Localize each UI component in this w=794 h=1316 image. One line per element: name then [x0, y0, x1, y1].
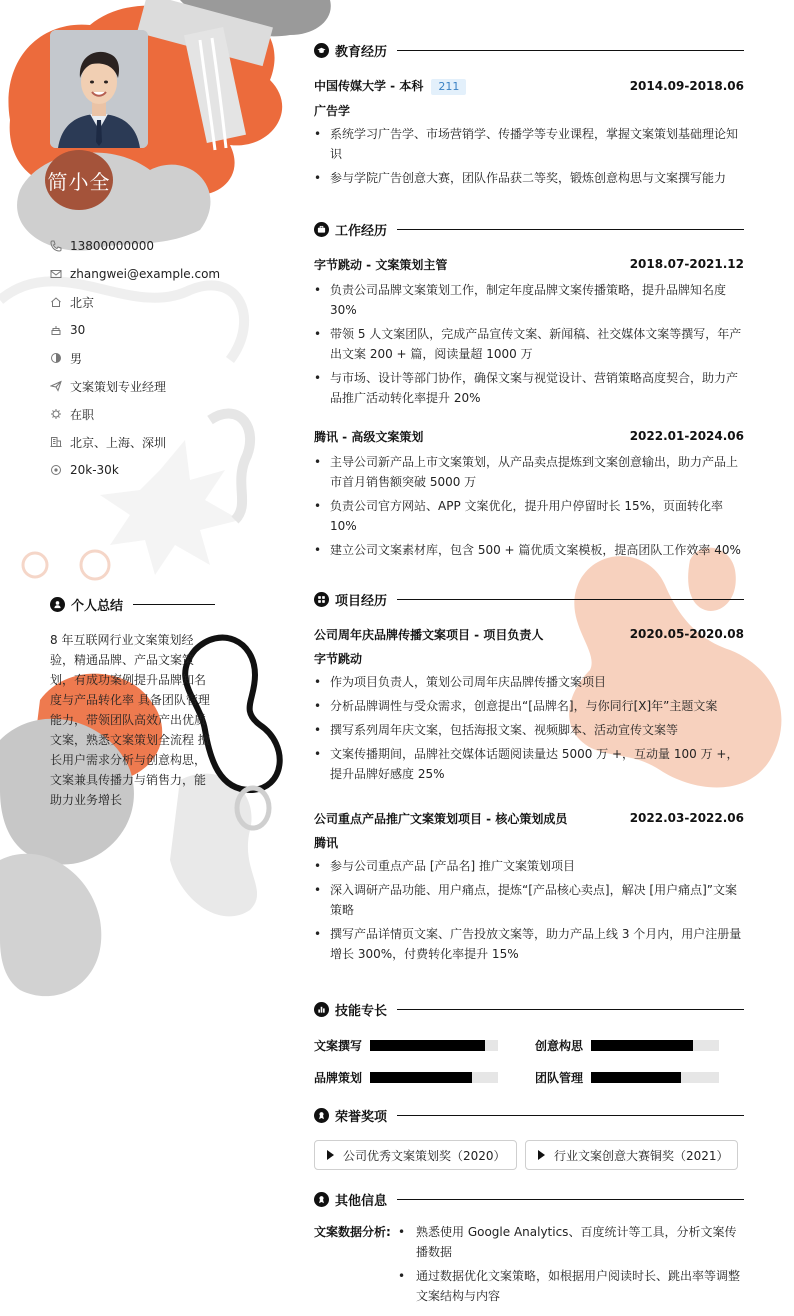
chart-icon	[314, 1002, 329, 1017]
other-heading	[314, 1190, 744, 1209]
info-age	[50, 316, 250, 344]
grid-icon	[314, 592, 329, 607]
home-icon	[50, 296, 62, 308]
info-status-text: 在职	[70, 407, 95, 422]
user-icon	[50, 597, 65, 612]
list-item: • 参与学院广告创意大赛，团队作品获二等奖，锻炼创意构思与文案撰写能力	[314, 168, 744, 188]
gender-icon	[50, 352, 62, 364]
skill-bar	[370, 1072, 498, 1083]
list-item: • 熟悉使用 Google Analytics、百度统计等工具，分析文案传播数据	[398, 1222, 744, 1262]
skill-item	[314, 1037, 498, 1054]
avatar-portrait-icon	[50, 30, 148, 148]
skill-bar	[370, 1040, 498, 1051]
award-text: 行业文案创意大赛铜奖（2021）	[554, 1148, 729, 1163]
project-name: 公司周年庆品牌传播文案项目 - 项目负责人	[314, 627, 544, 642]
briefcase-icon	[314, 222, 329, 237]
info-email	[50, 260, 250, 288]
list-item: • 主导公司新产品上市文案策划，从产品卖点提炼到文案创意输出，助力产品上市首月销售额突破 5000 万	[314, 452, 744, 492]
skill-name: 创意构思	[535, 1039, 584, 1053]
project-2	[314, 808, 744, 968]
education-section	[314, 76, 744, 192]
skill-bar-fill	[591, 1040, 693, 1051]
award-text: 公司优秀文案策划奖（2020）	[343, 1148, 506, 1163]
job-date: 2022.01-2024.06	[629, 429, 744, 443]
project-date: 2022.03-2022.06	[629, 811, 744, 825]
school-tag-badge: 211	[431, 79, 466, 95]
work-job-1	[314, 254, 744, 412]
info-locations-text: 北京、上海、深圳	[70, 435, 167, 450]
list-item: • 参与公司重点产品 [产品名] 推广文案策划项目	[314, 856, 744, 876]
project-row	[314, 808, 744, 828]
list-item: • 负责公司品牌文案策划工作，制定年度品牌文案传播策略，提升品牌知名度 30%	[314, 280, 744, 320]
list-item: • 深入调研产品功能、用户痛点，提炼“[产品核心卖点]，解决 [用户痛点]”文案策略	[314, 880, 744, 920]
info-position	[50, 372, 250, 400]
info-position-text: 文案策划专业经理	[70, 379, 167, 394]
job-row	[314, 254, 744, 274]
skill-bar	[591, 1072, 719, 1083]
project-1	[314, 624, 744, 788]
summary-divider	[133, 604, 215, 605]
mail-icon	[50, 268, 62, 280]
awards-divider	[397, 1115, 744, 1116]
list-item: • 负责公司官方网站、APP 文案优化，提升用户停留时长 15%，页面转化率 10%	[314, 496, 744, 536]
skill-name: 品牌策划	[314, 1071, 363, 1085]
info-email-text: zhangwei@example.com	[70, 267, 221, 281]
candidate-name: 简小全	[45, 150, 113, 210]
work-heading	[314, 220, 744, 239]
job-row	[314, 426, 744, 446]
awards-heading	[314, 1106, 744, 1125]
info-city	[50, 288, 250, 316]
skill-item	[314, 1069, 498, 1086]
project-org: 字节跳动	[314, 652, 363, 666]
job-bullets	[314, 452, 744, 560]
summary-title: 个人总结	[71, 599, 124, 614]
job-bullets	[314, 280, 744, 408]
summary-heading	[50, 595, 215, 614]
skills-heading	[314, 1000, 744, 1019]
job-company: 字节跳动 - 文案策划主管	[314, 257, 448, 272]
list-item: • 文案传播期间，品牌社交媒体话题阅读量达 5000 万 +，互动量 100 万 +，提升品牌好感度 25%	[314, 744, 744, 784]
education-school-wrap	[314, 77, 466, 95]
info-gender	[50, 344, 250, 372]
other-bullets	[398, 1222, 744, 1310]
age-icon	[50, 324, 62, 336]
other-label: 文案数据分析:	[314, 1225, 391, 1239]
skill-name: 团队管理	[535, 1071, 584, 1085]
projects-title: 项目经历	[335, 594, 388, 609]
salary-icon	[50, 464, 62, 476]
skill-name: 文案撰写	[314, 1039, 363, 1053]
job-date: 2018.07-2021.12	[629, 257, 744, 271]
info-phone	[50, 232, 250, 260]
education-heading	[314, 41, 744, 60]
award-item	[314, 1140, 517, 1170]
info-locations	[50, 428, 250, 456]
list-item: • 与市场、设计等部门协作，确保文案与视觉设计、营销策略高度契合，助力产品推广活动转化率提升 20%	[314, 368, 744, 408]
skills-title: 技能专长	[335, 1004, 388, 1019]
education-title: 教育经历	[335, 45, 388, 60]
list-item: • 系统学习广告学、市场营销学、传播学等专业课程，掌握文案策划基础理论知识	[314, 124, 744, 164]
skill-item	[535, 1037, 719, 1054]
list-item: • 带领 5 人文案团队，完成产品宣传文案、新闻稿、社交媒体文案等撰写，年产出文案 200 + 篇，阅读量超 1000 万	[314, 324, 744, 364]
phone-icon	[50, 240, 62, 252]
education-school: 中国传媒大学 - 本科	[314, 79, 424, 93]
project-bullets	[314, 672, 744, 784]
award-item	[525, 1140, 738, 1170]
list-item: • 建立公司文案素材库，包含 500 + 篇优质文案模板，提高团队工作效率 40%	[314, 540, 744, 560]
work-divider	[397, 229, 744, 230]
job-company: 腾讯 - 高级文案策划	[314, 429, 424, 444]
send-icon	[50, 380, 62, 392]
education-bullets	[314, 124, 744, 188]
list-item: • 通过数据优化文案策略，如根据用户阅读时长、跳出率等调整文案结构与内容	[398, 1266, 744, 1306]
award-icon	[314, 1108, 329, 1123]
other-title: 其他信息	[335, 1194, 388, 1209]
skills-divider	[397, 1009, 744, 1010]
project-name: 公司重点产品推广文案策划项目 - 核心策划成员	[314, 811, 568, 826]
skill-bar-fill	[591, 1072, 681, 1083]
award-icon	[314, 1192, 329, 1207]
skill-bar-fill	[370, 1072, 472, 1083]
info-salary	[50, 456, 250, 484]
triangle-right-icon	[327, 1150, 334, 1160]
education-major: 广告学	[314, 104, 351, 118]
summary-text: 8 年互联网行业文案策划经验，精通品牌、产品文案策划，有成功案例提升品牌知名度与产品转化率 具备团队管理能力，带领团队高效产出优质文案，熟悉文案策划全流程 擅长用户需求分析与创意构思，文案兼具传播力与销售力，能助力业务增长	[50, 633, 210, 807]
info-status	[50, 400, 250, 428]
list-item: • 作为项目负责人，策划公司周年庆品牌传播文案项目	[314, 672, 744, 692]
list-item: • 撰写系列周年庆文案，包括海报文案、视频脚本、活动宣传文案等	[314, 720, 744, 740]
info-gender-text: 男	[70, 351, 83, 366]
other-section	[314, 1222, 744, 1310]
info-phone-text: 13800000000	[70, 239, 154, 253]
building-icon	[50, 436, 62, 448]
work-title: 工作经历	[335, 224, 388, 239]
project-date: 2020.05-2020.08	[629, 627, 744, 641]
info-age-text: 30	[70, 323, 86, 337]
projects-heading	[314, 590, 744, 609]
education-row	[314, 76, 744, 96]
profile-photo	[50, 30, 148, 148]
project-bullets	[314, 856, 744, 964]
project-org: 腾讯	[314, 836, 339, 850]
status-icon	[50, 408, 62, 420]
list-item: • 分析品牌调性与受众需求，创意提出“[品牌名]，与你同行[X]年”主题文案	[314, 696, 744, 716]
skill-bar	[591, 1040, 719, 1051]
contact-info-list	[50, 232, 250, 484]
project-row	[314, 624, 744, 644]
graduation-cap-icon	[314, 43, 329, 58]
work-job-2	[314, 426, 744, 564]
list-item: • 撰写产品详情页文案、广告投放文案等，助力产品上线 3 个月内，用户注册量增长 300%，付费转化率提升 15%	[314, 924, 744, 964]
info-salary-text: 20k-30k	[70, 463, 119, 477]
education-divider	[397, 50, 744, 51]
triangle-right-icon	[538, 1150, 545, 1160]
skill-item	[535, 1069, 719, 1086]
projects-divider	[397, 599, 744, 600]
info-city-text: 北京	[70, 295, 95, 310]
skill-bar-fill	[370, 1040, 485, 1051]
other-divider	[397, 1199, 744, 1200]
education-date: 2014.09-2018.06	[629, 79, 744, 93]
awards-title: 荣誉奖项	[335, 1110, 388, 1125]
